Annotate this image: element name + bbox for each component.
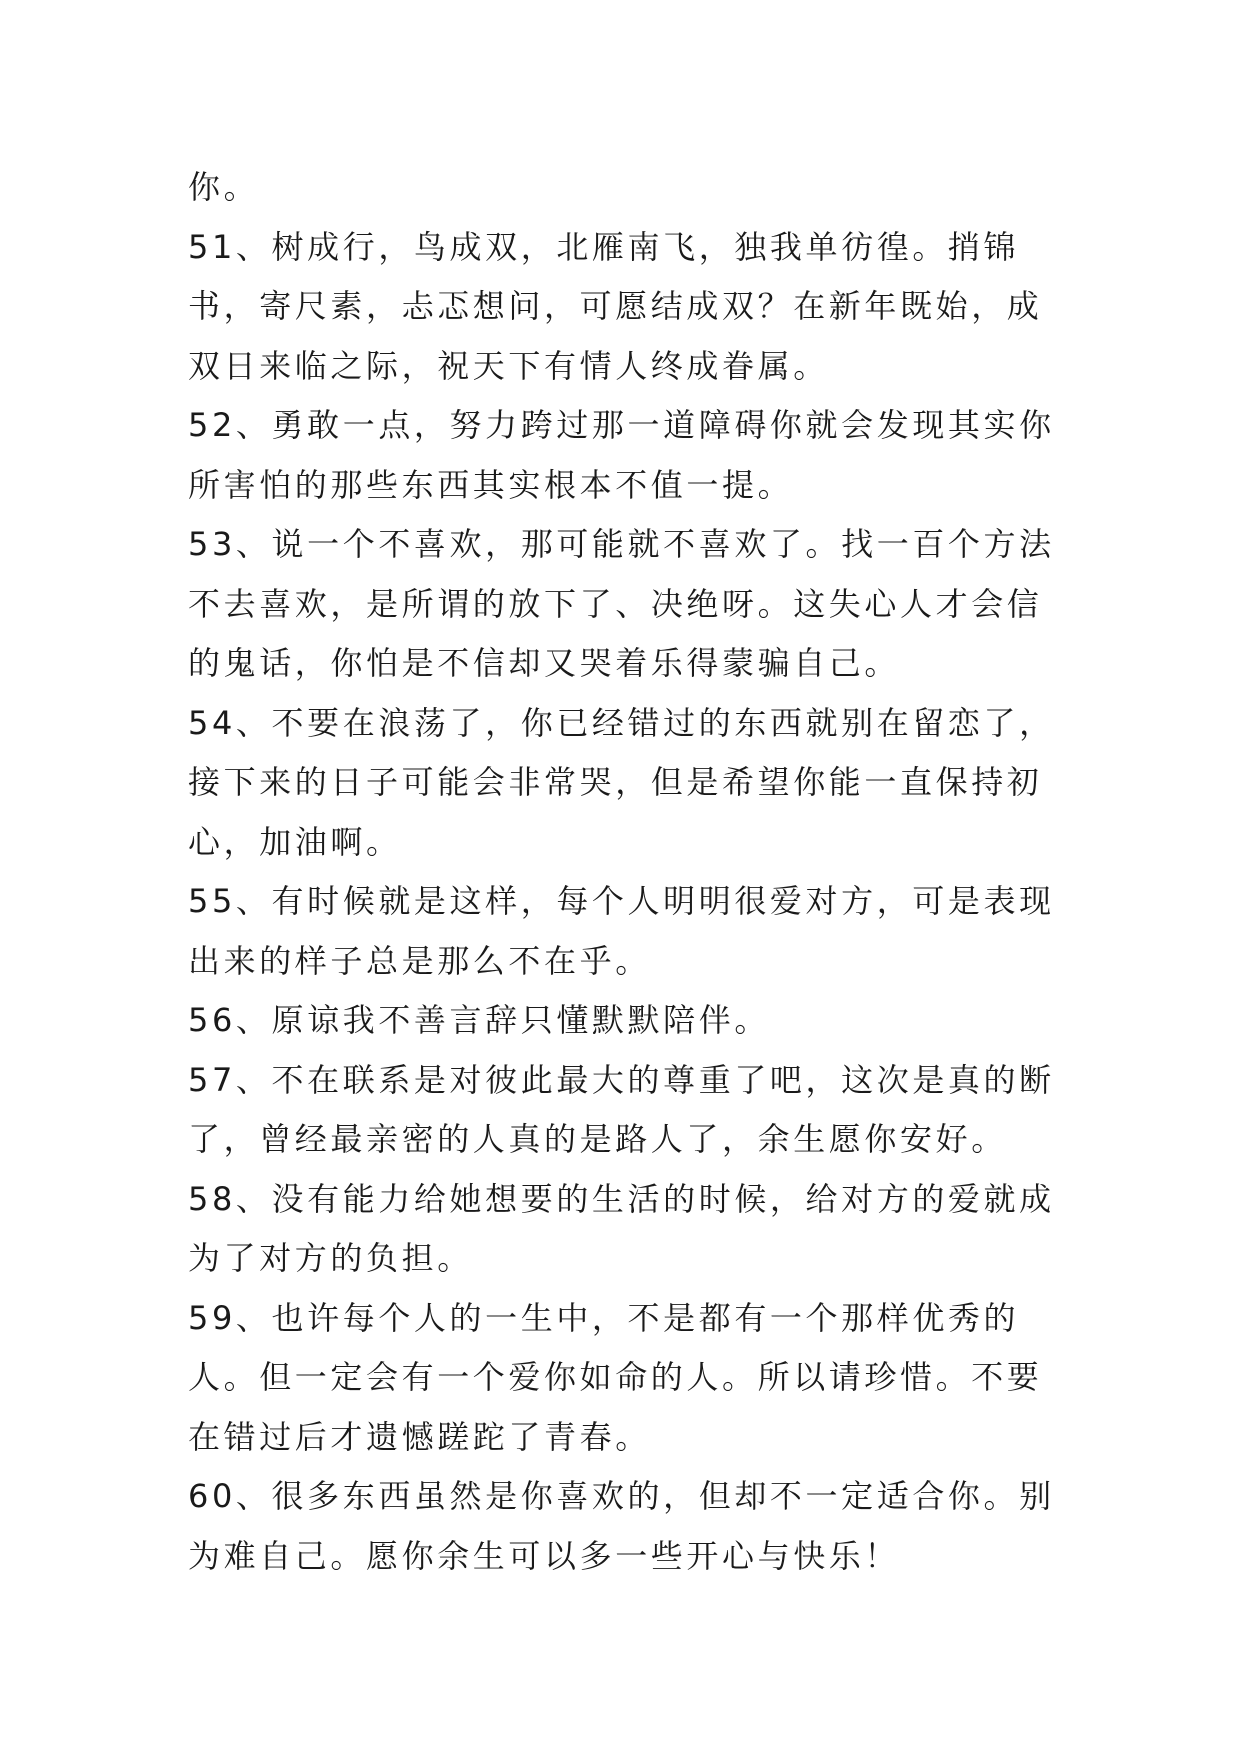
- paragraph-57: 57、不在联系是对彼此最大的尊重了吧，这次是真的断了，曾经最亲密的人真的是路人了，余生愿你安好。: [188, 1060, 1055, 1158]
- paragraph-60: 60、很多东西虽然是你喜欢的，但却不一定适合你。别为难自己。愿你余生可以多一些开心与快乐！: [188, 1477, 1055, 1575]
- paragraph-58: 58、没有能力给她想要的生活的时候，给对方的爱就成为了对方的负担。: [188, 1179, 1055, 1277]
- document-body: [188, 158, 1058, 1586]
- paragraph-continuation: 你。: [188, 168, 260, 206]
- paragraph-59: 59、也许每个人的一生中，不是都有一个那样优秀的人。但一定会有一个爱你如命的人。所以请珍惜。不要在错过后才遗憾蹉跎了青春。: [188, 1298, 1043, 1456]
- paragraph-53: 53、说一个不喜欢，那可能就不喜欢了。找一百个方法不去喜欢，是所谓的放下了、决绝呀。这失心人才会信的鬼话，你怕是不信却又哭着乐得蒙骗自己。: [188, 525, 1055, 682]
- paragraph-54: 54、不要在浪荡了，你已经错过的东西就别在留恋了，接下来的日子可能会非常哭，但是希望你能一直保持初心，加油啊。: [188, 703, 1055, 861]
- paragraph-56: 56、原谅我不善言辞只懂默默陪伴。: [188, 1001, 770, 1039]
- paragraph-51: 51、树成行，鸟成双，北雁南飞，独我单彷徨。捎锦书，寄尺素，忐忑想问，可愿结成双？在新年既始，成双日来临之际，祝天下有情人终成眷属。: [188, 227, 1043, 385]
- paragraph-55: 55、有时候就是这样，每个人明明很爱对方，可是表现出来的样子总是那么不在乎。: [188, 882, 1055, 980]
- paragraph-52: 52、勇敢一点，努力跨过那一道障碍你就会发现其实你所害怕的那些东西其实根本不值一提。: [188, 406, 1055, 504]
